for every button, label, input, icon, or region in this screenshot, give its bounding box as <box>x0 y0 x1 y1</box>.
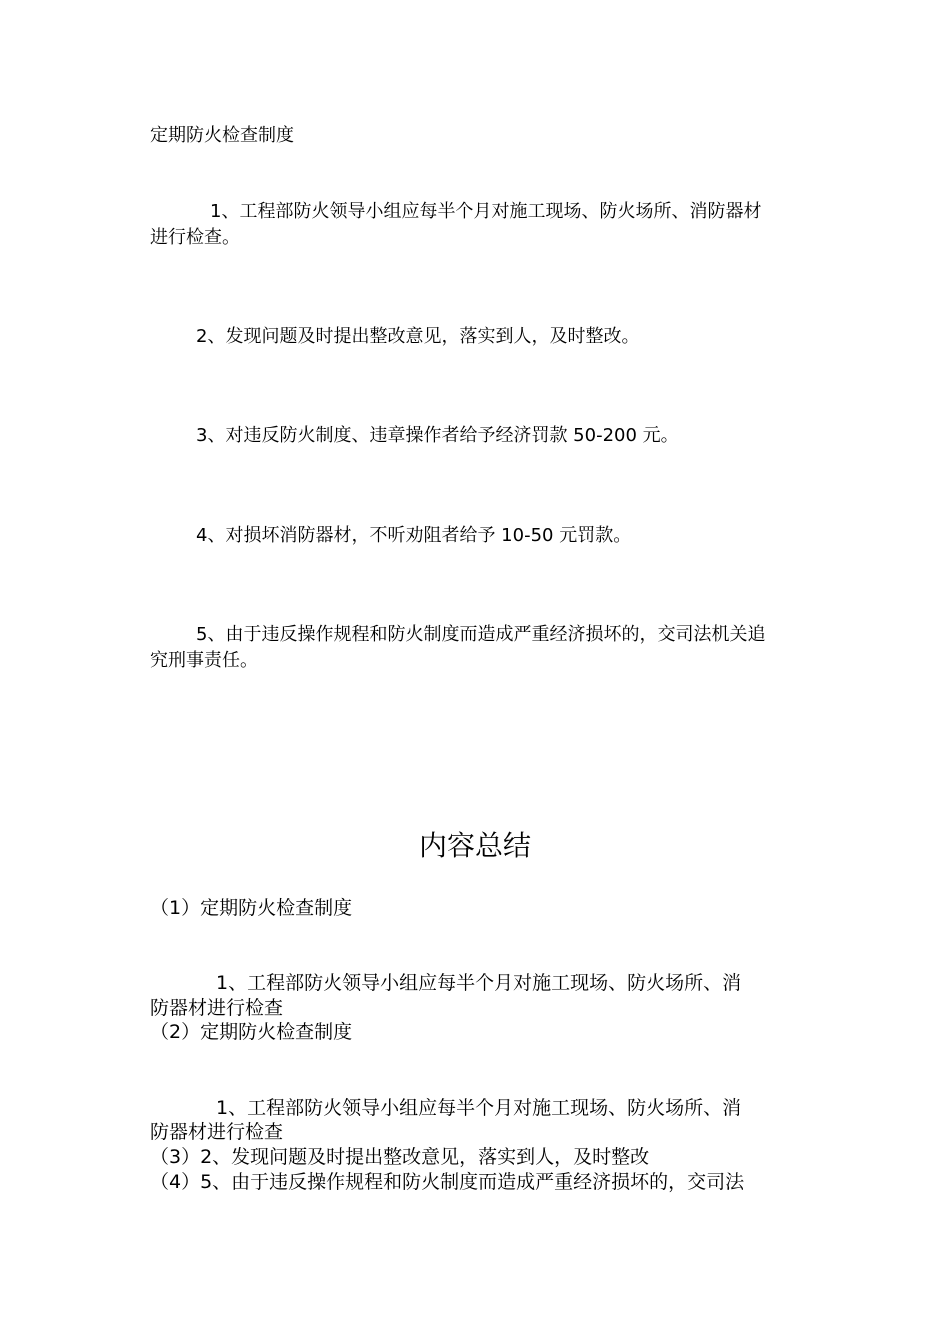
rule-item-1-line-1: 1、工程部防火领导小组应每半个月对施工现场、防火场所、消防器材 <box>210 201 762 222</box>
rule-item-4: 4、对损坏消防器材，不听劝阻者给予 10-50 元罚款。 <box>196 525 632 546</box>
rule-item-1-line-2: 进行检查。 <box>150 227 240 248</box>
rule-item-3: 3、对违反防火制度、违章操作者给予经济罚款 50-200 元。 <box>196 425 679 446</box>
rule-item-5-line-2: 究刑事责任。 <box>150 650 258 671</box>
summary-line: （1）定期防火检查制度 <box>150 897 353 919</box>
summary-line: （3）2、发现问题及时提出整改意见，落实到人，及时整改 <box>150 1146 650 1168</box>
rule-item-2: 2、发现问题及时提出整改意见，落实到人，及时整改。 <box>196 326 640 347</box>
document-title: 定期防火检查制度 <box>150 125 294 146</box>
summary-line: 防器材进行检查 <box>150 1121 284 1143</box>
rule-item-5-line-1: 5、由于违反操作规程和防火制度而造成严重经济损坏的，交司法机关追 <box>196 624 766 645</box>
summary-line: 1、工程部防火领导小组应每半个月对施工现场、防火场所、消 <box>216 972 742 994</box>
summary-line: （2）定期防火检查制度 <box>150 1021 353 1043</box>
summary-line: 1、工程部防火领导小组应每半个月对施工现场、防火场所、消 <box>216 1097 742 1119</box>
summary-line: （4）5、由于违反操作规程和防火制度而造成严重经济损坏的，交司法 <box>150 1171 745 1193</box>
summary-heading: 内容总结 <box>418 829 531 862</box>
summary-line: 防器材进行检查 <box>150 997 284 1019</box>
